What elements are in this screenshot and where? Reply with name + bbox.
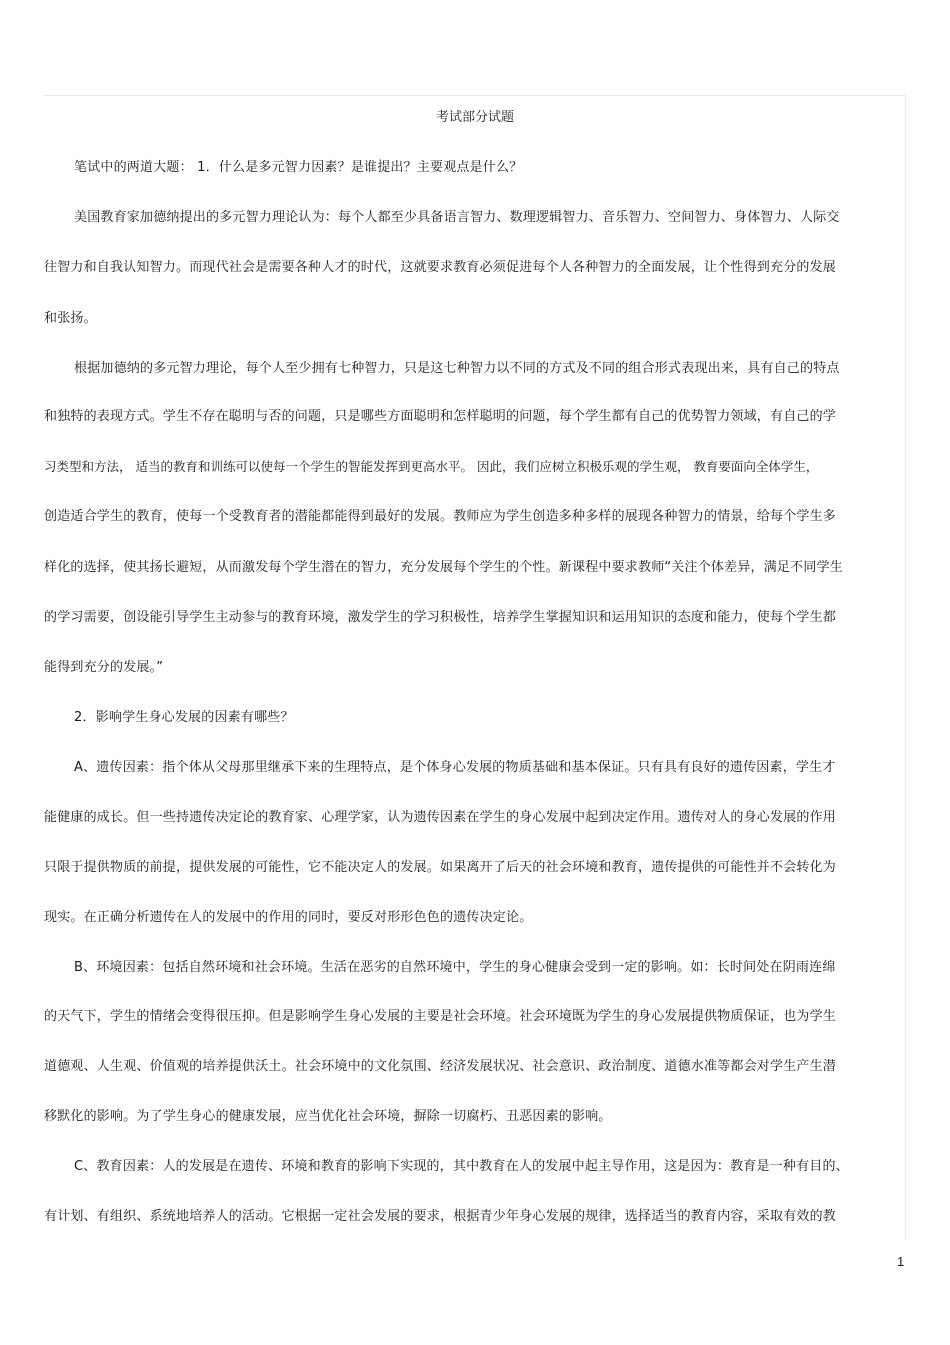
paragraph-line: 根据加德纳的多元智力理论，每个人至少拥有七种智力，只是这七种智力以不同的方式及不同的组合形式表现出来，具有自己的特点	[74, 361, 840, 376]
paragraph-line: 现实。在正确分析遗传在人的发展中的作用的同时，要反对形形色色的遗传决定论。	[44, 910, 533, 925]
paragraph-line: 能健康的成长。但一些持遗传决定论的教育家、心理学家，认为遗传因素在学生的身心发展中起到决定作用。遗传对人的身心发展的作用	[44, 810, 837, 825]
paragraph-line: A、遗传因素：指个体从父母那里继承下来的生理特点，是个体身心发展的物质基础和基本保证。只有具有良好的遗传因素，学生才	[74, 760, 836, 775]
paragraph-line: 有计划、有组织、系统地培养人的活动。它根据一定社会发展的要求，根据青少年身心发展的规律，选择适当的教育内容，采取有效的教	[44, 1209, 837, 1224]
question-1-heading: 笔试中的两道大题： 1．什么是多元智力因素？是谁提出？主要观点是什么？	[74, 160, 523, 175]
paragraph-line: 创造适合学生的教育，使每一个受教育者的潜能都能得到最好的发展。教师应为学生创造多种多样的展现各种智力的情景，给每个学生多	[44, 509, 837, 524]
paragraph-line: 样化的选择，使其扬长避短，从而激发每个学生潜在的智力，充分发展每个学生的个性。新课程中要求教师“关注个体差异，满足不同学生	[44, 560, 843, 575]
paragraph-line: 的天气下，学生的情绪会变得很压抑。但是影响学生身心发展的主要是社会环境。社会环境既为学生的身心发展提供物质保证，也为学生	[44, 1009, 837, 1024]
paragraph-line: 道德观、人生观、价值观的培养提供沃土。社会环境中的文化氛围、经济发展状况、社会意识、政治制度、道德水准等都会对学生产生潜	[44, 1059, 837, 1074]
paragraph-line: 移默化的影响。为了学生身心的健康发展，应当优化社会环境，摒除一切腐朽、丑恶因素的影响。	[44, 1109, 612, 1124]
paragraph-line: 的学习需要，创设能引导学生主动参与的教育环境，激发学生的学习积极性，培养学生掌握知识和运用知识的态度和能力，使每个学生都	[44, 610, 837, 625]
page-top-rule	[44, 95, 906, 96]
paragraph-line: 和张扬。	[44, 311, 97, 326]
paragraph-line: 美国教育家加德纳提出的多元智力理论认为：每个人都至少具备语言智力、数理逻辑智力、音乐智力、空间智力、身体智力、人际交	[74, 210, 840, 225]
paragraph-line: 只限于提供物质的前提，提供发展的可能性，它不能决定人的发展。如果离开了后天的社会环境和教育，遗传提供的可能性并不会转化为	[44, 860, 837, 875]
document-title: 考试部分试题	[435, 110, 514, 125]
paragraph-line: B、环境因素：包括自然环境和社会环境。生活在恶劣的自然环境中，学生的身心健康会受到一定的影响。如：长时间处在阴雨连绵	[74, 960, 836, 975]
paragraph-line: 习类型和方法， 适当的教育和训练可以使每一个学生的智能发挥到更高水平。 因此，我们应树立积极乐观的学生观， 教育要面向全体学生，	[44, 459, 819, 474]
paragraph-line: C、教育因素：人的发展是在遗传、环境和教育的影响下实现的，其中教育在人的发展中起主导作用，这是因为：教育是一种有目的、	[74, 1159, 849, 1174]
page-number: 1	[897, 1254, 905, 1269]
paragraph-line: 和独特的表现方式。学生不存在聪明与否的问题，只是哪些方面聪明和怎样聪明的问题，每个学生都有自己的优势智力领域，有自己的学	[44, 409, 837, 424]
question-2-heading: 2．影响学生身心发展的因素有哪些？	[74, 710, 294, 725]
page-right-rule	[905, 95, 906, 1240]
paragraph-line: 能得到充分的发展。”	[44, 660, 164, 675]
paragraph-line: 往智力和自我认知智力。而现代社会是需要各种人才的时代，这就要求教育必须促进每个人各种智力的全面发展，让个性得到充分的发展	[44, 260, 837, 275]
